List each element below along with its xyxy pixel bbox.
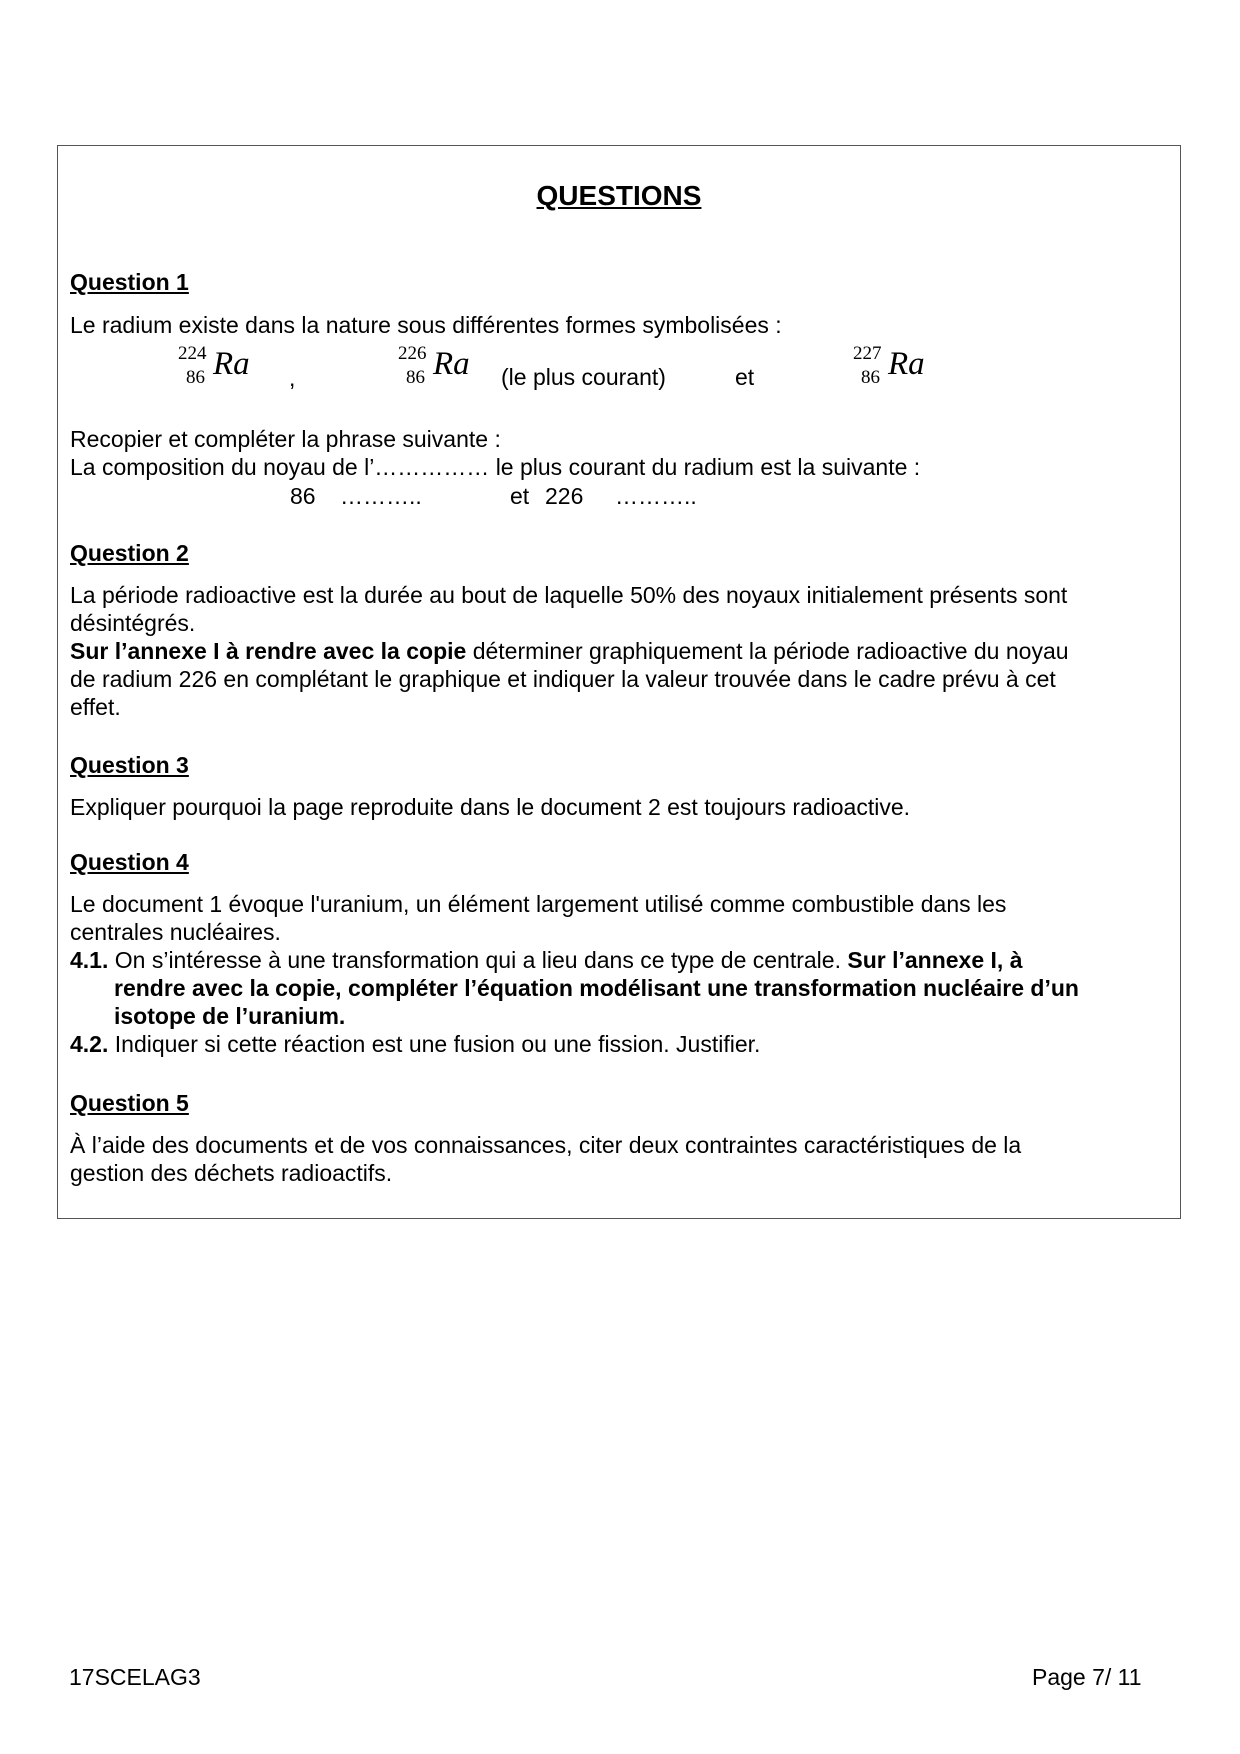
q4-item-4-1-bold-line-2: rendre avec la copie, compléter l’équation modélisant une transformation nucléaire d’un — [114, 975, 1079, 1001]
item-text: On s’intéresse à une transformation qui a lieu dans ce type de centrale. — [108, 947, 848, 973]
conjunction-et-2: et — [510, 483, 530, 509]
exam-code: 17SCELAG3 — [69, 1664, 201, 1690]
atomic-number: 86 — [406, 367, 425, 388]
element-symbol: Ra — [433, 346, 470, 382]
q5-line-2: gestion des déchets radioactifs. — [70, 1160, 393, 1186]
item-text: Indiquer si cette réaction est une fusion ou une fission. Justifier. — [108, 1031, 761, 1057]
element-symbol: Ra — [213, 346, 250, 382]
separator-comma: , — [289, 365, 296, 391]
q4-item-4-2 — [70, 1030, 760, 1058]
blank-dots-2: ……….. — [615, 483, 697, 509]
conjunction-et: et — [735, 364, 755, 390]
questions-frame — [57, 145, 1181, 1219]
q2-line-5: effet. — [70, 694, 121, 720]
question-1-heading: Question 1 — [70, 269, 189, 295]
q4-line-2: centrales nucléaires. — [70, 919, 281, 945]
mass-number: 226 — [398, 343, 427, 364]
item-number: 4.2. — [70, 1031, 109, 1057]
q2-line-1: La période radioactive est la durée au bout de laquelle 50% des noyaux initialement présents sont — [70, 582, 1068, 608]
q2-bold-instruction: Sur l’annexe I à rendre avec la copie — [70, 638, 467, 664]
q5-line-1: À l’aide des documents et de vos connaissances, citer deux contraintes caractéristiques de la — [70, 1132, 1022, 1158]
mass-number: 224 — [178, 343, 207, 364]
q4-line-1: Le document 1 évoque l'uranium, un élément largement utilisé comme combustible dans les — [70, 891, 1007, 917]
question-5-heading: Question 5 — [70, 1090, 189, 1116]
page-title: QUESTIONS — [536, 180, 702, 211]
atomic-number: 86 — [861, 367, 880, 388]
page-number: Page 7/ 11 — [1032, 1664, 1142, 1690]
most-common-note: (le plus courant) — [501, 364, 666, 390]
item-bold-text: Sur l’annexe I, à — [847, 947, 1023, 973]
question-3-heading: Question 3 — [70, 752, 189, 778]
q1-intro: Le radium existe dans la nature sous différentes formes symbolisées : — [70, 312, 782, 338]
q1-instruction: Recopier et compléter la phrase suivante : — [70, 426, 501, 452]
q4-item-4-1 — [70, 946, 1023, 974]
proton-number: 86 — [290, 483, 316, 509]
nucleon-number: 226 — [545, 483, 584, 509]
item-number: 4.1. — [70, 947, 109, 973]
question-4-heading: Question 4 — [70, 849, 189, 875]
atomic-number: 86 — [186, 367, 205, 388]
q1-sentence: La composition du noyau de l’…………… le plus courant du radium est la suivante : — [70, 454, 921, 480]
question-2-heading: Question 2 — [70, 540, 189, 566]
mass-number: 227 — [853, 343, 882, 364]
q2-line-4: de radium 226 en complétant le graphique et indiquer la valeur trouvée dans le cadre prévu à cet — [70, 666, 1056, 692]
q4-item-4-1-bold-line-3: isotope de l’uranium. — [114, 1003, 346, 1029]
blank-dots-1: ……….. — [340, 483, 422, 509]
q2-line-3-text: déterminer graphiquement la période radioactive du noyau — [466, 638, 1069, 664]
element-symbol: Ra — [888, 346, 925, 382]
q2-line-3 — [70, 637, 1069, 665]
q3-line-1: Expliquer pourquoi la page reproduite dans le document 2 est toujours radioactive. — [70, 794, 911, 820]
q2-line-2: désintégrés. — [70, 610, 196, 636]
